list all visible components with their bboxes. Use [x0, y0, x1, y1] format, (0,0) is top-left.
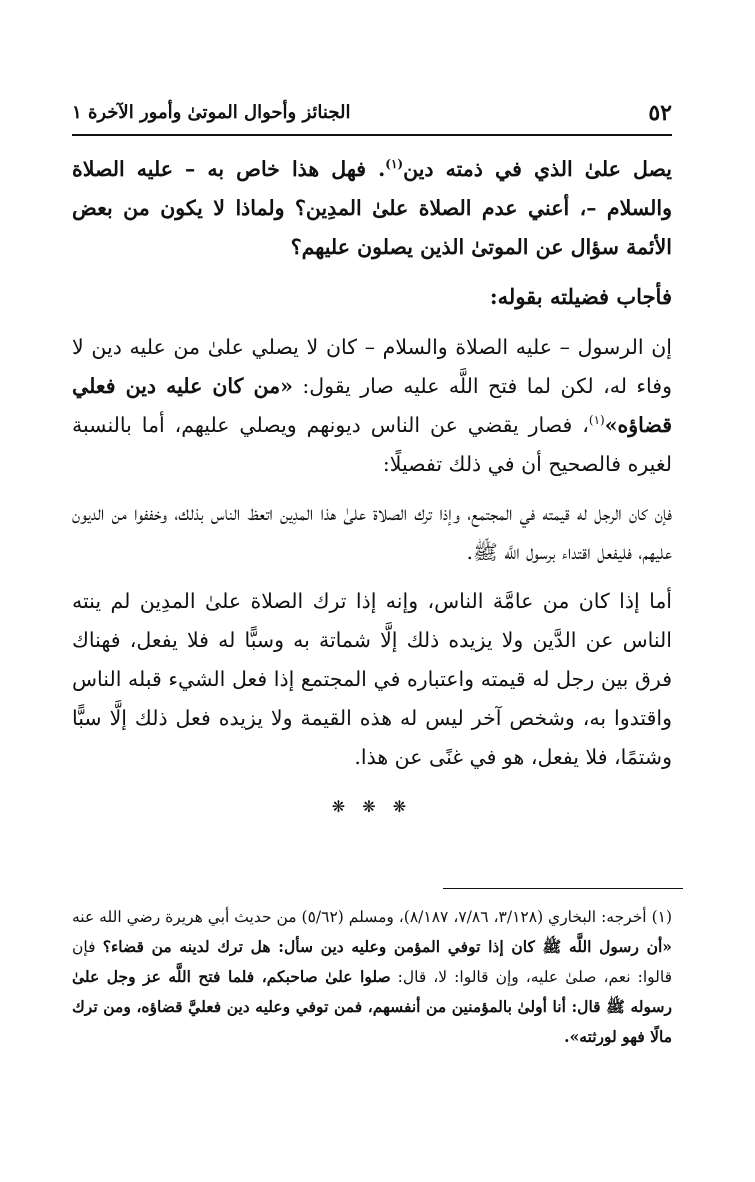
footnote-marker: (١): [385, 157, 404, 172]
footnote-text-2: فإن قالوا: نعم، صلىٰ عليه، وإن قالوا: لا، قال:: [72, 938, 672, 986]
footnote-divider: [443, 888, 683, 889]
question-text-1: يصل علىٰ الذي في ذمته دين: [403, 157, 672, 181]
page-body: [72, 150, 672, 836]
paragraph1-text-1: إن الرسول – عليه الصلاة والسلام – كان لا يصلي علىٰ من عليه دين لا وفاء له، لكن لما فتح اللَّه عليه صار يقول:: [72, 335, 672, 398]
answer-paragraph-3: أما إذا كان من عامَّة الناس، وإنه إذا ترك الصلاة علىٰ المدِين لم ينته الناس عن الدَّين ولا يزيده ذلك إلَّا شماتة به وسبًّا له فلا يفعل، فهناك فرق بين رجل له قيمته واعتباره في المجتمع إذا فعل الشيء قبله الناس واقتدوا به، وشخص آخر ليس له هذه القيمة ولا يزيده فعل ذلك إلَّا سبًّا وشتمًا، فلا يفعل، هو في غنًى عن هذا.: [72, 589, 672, 769]
answer-heading: فأجاب فضيلته بقوله:: [489, 284, 672, 309]
page-number: ٥٢: [648, 100, 672, 126]
footnote-text-1: (١) أخرجه: البخاري (٣/١٢٨، ٧/٨٦، ٨/١٨٧)، ومسلم (٥/٦٢) من حديث أبي هريرة رضي الله عنه: [72, 908, 673, 926]
hadith-quote: «من كان عليه دين فعلي قضاؤه»: [72, 374, 672, 437]
footnote-hadith-1: «أن رسول اللَّه ﷺ كان إذا توفي المؤمن وعليه دين سأل: هل ترك لدينه من قضاء؟: [102, 937, 672, 956]
footnote: [72, 902, 672, 1052]
paragraph1-text-2: ، فصار يقضي عن الناس ديونهم ويصلي عليهم، أما بالنسبة لغيره فالصحيح أن في ذلك تفصيلًا:: [72, 413, 672, 476]
question-paragraph: [72, 150, 672, 267]
running-title: الجنائز وأحوال الموتىٰ وأمور الآخرة ١: [72, 102, 351, 123]
section-separator: ❋ ❋ ❋: [331, 797, 413, 816]
question-text-2: . فهل هذا خاص به – عليه الصلاة والسلام –، أعني عدم الصلاة علىٰ المدِين؟ ولماذا لا يكون من بعض الأئمة سؤال عن الموتىٰ الذين يصلون عليهم؟: [72, 157, 672, 259]
page-header: [72, 98, 672, 136]
footnote-hadith-2: صلوا علىٰ صاحبكم، فلما فتح اللَّه عز وجل علىٰ رسوله ﷺ قال: أنا أولىٰ بالمؤمنين من أنفسهم، فمن توفي وعليه دين فعليَّ قضاؤه، ومن ترك مالًا فهو لورثته».: [72, 967, 672, 1046]
answer-paragraph-2: فإن كان الرجل له قيمته في المجتمع، وإذا ترك الصلاة علىٰ هذا المدِين اتعظ الناس بذلك، وخففوا من الديون عليهم، فليفعل اقتداء برسول اللَّه ﷺ.: [72, 501, 672, 564]
answer-paragraph-1: [72, 328, 672, 484]
footnote-marker: (١): [588, 413, 605, 428]
footnote-paragraph: [72, 902, 672, 1052]
